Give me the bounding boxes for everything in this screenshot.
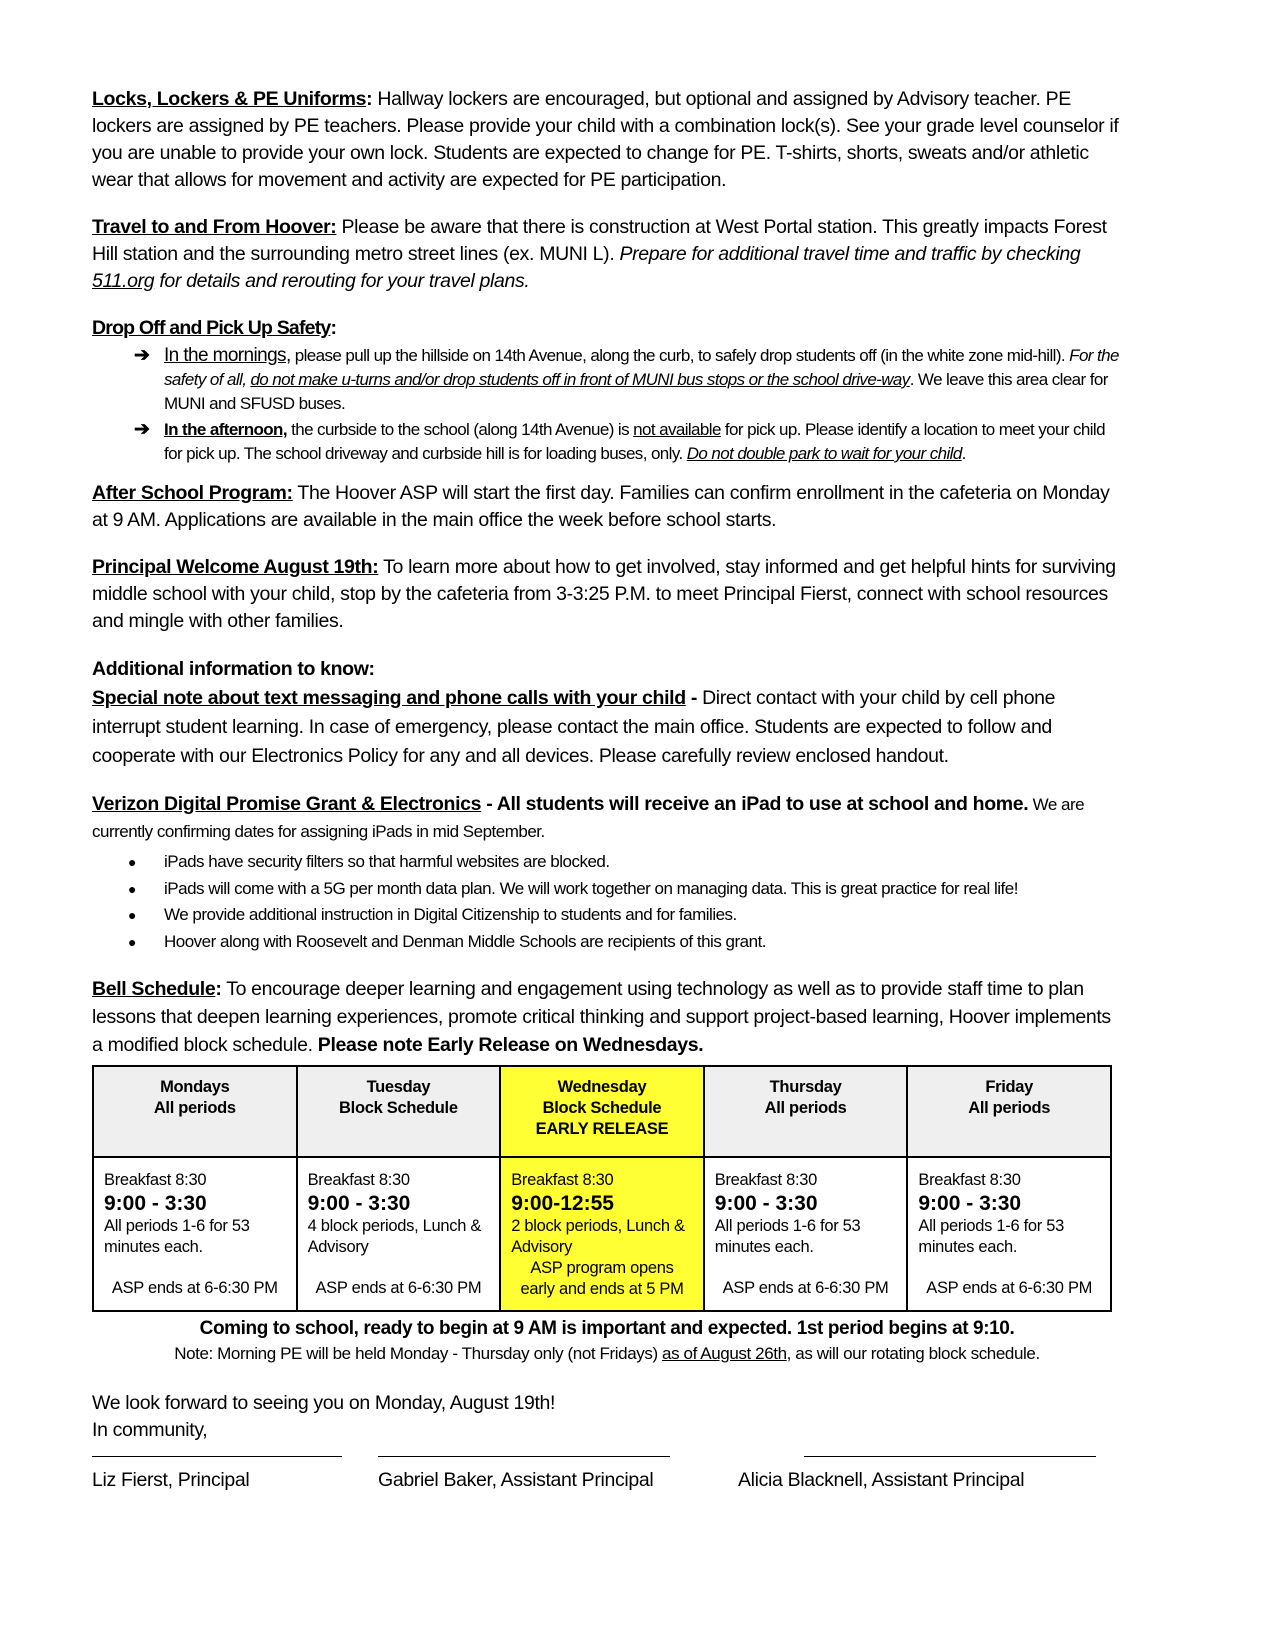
dropoff-section: Drop Off and Pick Up Safety: ➔ In the mornings, please pull up the hillside on 14th Avenue, along the curb, to safely drop students off (in the white zone mid-hill). For the safety of all, do not make u-turns and/or drop students off in front of MUNI bus stops or the school drive-way. We leave this area clear for MUNI and SFUSD buses. ➔ In the afternoon, the curbside to the school (along 14th Avenue) is not available for pick up. Please identify a location to meet your child for pick up. The school driveway and curbside hill is for loading buses, only. Do not double park to wait for your child. <box>92 315 1122 466</box>
bell-heading: Bell Schedule <box>92 978 216 1000</box>
signature-line <box>804 1456 1096 1457</box>
signature-line <box>92 1456 342 1457</box>
welcome-section <box>92 554 1122 635</box>
closing-salutation: In community, <box>92 1419 208 1441</box>
header-wednesday: Wednesday Block Schedule EARLY RELEASE <box>500 1066 704 1157</box>
bell-schedule-table <box>92 1065 1112 1312</box>
locks-text: Hallway lockers are encouraged, but optional and assigned by Advisory teacher. PE lockers are assigned by PE teachers. Please provide your child with a combination lock(s). See your grade level counselor if you are unable to provide your own lock. Students are expected to change for PE. T-shirts, shorts, sweats and/or athletic wear that allows for movement and activity are expected for PE participation. <box>92 88 1119 191</box>
verizon-heading: Verizon Digital Promise Grant & Electronics <box>92 793 482 815</box>
additional-section: Additional information to know: Special note about text messaging and phone calls with your child - Direct contact with your child by cell phone interrupt student learning. In case of emergency, please contact the main office. Students are expected to follow and cooperate with our Electronics Policy for any and all devices. Please carefully review enclosed handout. <box>92 655 1122 771</box>
bullet-icon: ● <box>128 907 136 923</box>
letter-page <box>92 86 1122 1504</box>
list-item: ● iPads will come with a 5G per month data plan. We will work together on managing data. This is great practice for real life! <box>92 876 1122 903</box>
cell-mondays: Breakfast 8:30 9:00 - 3:30 All periods 1-6 for 53 minutes each. ASP ends at 6-6:30 PM <box>93 1157 297 1311</box>
signature-principal: Liz Fierst, Principal <box>92 1444 342 1492</box>
list-item: ● We provide additional instruction in Digital Citizenship to students and for families. <box>92 902 1122 929</box>
verizon-section: Verizon Digital Promise Grant & Electronics - All students will receive an iPad to use at school and home. We are currently confirming dates for assigning iPads in mid September. ● iPads have security filters so that harmful websites are blocked. ● iPads will come with a 5G per month data plan. We will work together on managing data. This is great practice for real life! ● We provide additional instruction in Digital Citizenship to students and for families. ● Hoover along with Roosevelt and Denman Middle Schools are recipients of this grant. <box>92 791 1122 955</box>
header-tuesday: Tuesday Block Schedule <box>297 1066 501 1157</box>
table-row <box>93 1157 1111 1311</box>
pe-note: Note: Morning PE will be held Monday - Thursday only (not Fridays) as of August 26th, as will our rotating block schedule. <box>174 1344 1040 1363</box>
texting-heading: Special note about text messaging and phone calls with your child <box>92 687 686 709</box>
arrow-icon: ➔ <box>134 345 150 366</box>
list-item: ➔ In the afternoon, the curbside to the school (along 14th Avenue) is not available for pick up. Please identify a location to meet your child for pick up. The school driveway and curbside hill is for loading buses, only. Do not double park to wait for your child. <box>134 419 1105 463</box>
table-header-row <box>93 1066 1111 1157</box>
cell-friday: Breakfast 8:30 9:00 - 3:30 All periods 1-6 for 53 minutes each. ASP ends at 6-6:30 PM <box>907 1157 1111 1311</box>
dropoff-list <box>92 344 1122 466</box>
locks-heading: Locks, Lockers & PE Uniforms <box>92 88 367 110</box>
dropoff-heading: Drop Off and Pick Up Safety <box>92 317 331 339</box>
bell-text: To encourage deeper learning and engagement using technology as well as to provide staff time to plan lessons that deepen learning experiences, promote critical thinking and support project-based learning, Hoover implements a modified block schedule. <box>92 978 1111 1056</box>
locks-section: Locks, Lockers & PE Uniforms: Hallway lockers are encouraged, but optional and assigned by Advisory teacher. PE lockers are assigned by PE teachers. Please provide your child with a combination lock(s). See your grade level counselor if you are unable to provide your own lock. Students are expected to change for PE. T-shirts, shorts, sweats and/or athletic wear that allows for movement and activity are expected for PE participation. <box>92 88 1119 191</box>
signature-assistant-principal-2: Alicia Blacknell, Assistant Principal <box>804 1444 1096 1492</box>
511-link[interactable]: 511.org <box>92 270 155 292</box>
list-item: ● Hoover along with Roosevelt and Denman Middle Schools are recipients of this grant. <box>92 929 1122 956</box>
bullet-icon: ● <box>128 880 136 897</box>
early-release-note: Please note Early Release on Wednesdays. <box>317 1034 704 1056</box>
bullet-icon: ● <box>128 933 136 950</box>
texting-text: Direct contact with your child by cell phone interrupt student learning. In case of emergency, please contact the main office. Students are expected to follow and cooperate with our Electronics Policy for any and all devices. Please carefully review enclosed handout. <box>92 687 1056 767</box>
closing-line: We look forward to seeing you on Monday, August 19th! <box>92 1392 556 1414</box>
bell-section: Bell Schedule: To encourage deeper learning and engagement using technology as well as to provide staff time to plan lessons that deepen learning experiences, promote critical thinking and support project-based learning, Hoover implements a modified block schedule. Please note Early Release on Wednesdays. <box>92 978 1111 1056</box>
signature-assistant-principal-1: Gabriel Baker, Assistant Principal <box>378 1444 670 1492</box>
asp-heading: After School Program: <box>92 482 293 504</box>
cell-wednesday: Breakfast 8:30 9:00-12:55 2 block periods, Lunch & Advisory ASP program opens early and ends at 5 PM <box>500 1157 704 1311</box>
travel-section: Travel to and From Hoover: Please be aware that there is construction at West Portal station. This greatly impacts Forest Hill station and the surrounding metro street lines (ex. MUNI L). Prepare for additional travel time and traffic by checking 511.org for details and rerouting for your travel plans. <box>92 216 1107 292</box>
cell-tuesday: Breakfast 8:30 9:00 - 3:30 4 block periods, Lunch & Advisory ASP ends at 6-6:30 PM <box>297 1157 501 1311</box>
header-mondays: Mondays All periods <box>93 1066 297 1157</box>
closing <box>92 1390 1122 1444</box>
signature-line <box>378 1456 670 1457</box>
signatures <box>92 1444 1122 1504</box>
additional-heading: Additional information to know: <box>92 658 375 680</box>
bullet-icon: ● <box>128 854 136 870</box>
expectation-note: Coming to school, ready to begin at 9 AM is important and expected. 1st period begins at 9:10. <box>199 1318 1015 1339</box>
travel-text: Please be aware that there is construction at West Portal station. This greatly impacts Forest Hill station and the surrounding metro street lines (ex. MUNI L). <box>92 216 1107 265</box>
asp-section <box>92 480 1122 534</box>
list-item: ➔ In the mornings, please pull up the hillside on 14th Avenue, along the curb, to safely drop students off (in the white zone mid-hill). For the safety of all, do not make u-turns and/or drop students off in front of MUNI bus stops or the school drive-way. We leave this area clear for MUNI and SFUSD buses. <box>134 345 1119 413</box>
cell-thursday: Breakfast 8:30 9:00 - 3:30 All periods 1-6 for 53 minutes each. ASP ends at 6-6:30 PM <box>704 1157 908 1311</box>
welcome-heading: Principal Welcome August 19th: <box>92 556 379 578</box>
header-thursday: Thursday All periods <box>704 1066 908 1157</box>
arrow-icon: ➔ <box>134 419 150 440</box>
header-friday: Friday All periods <box>907 1066 1111 1157</box>
asp-text: The Hoover ASP will start the first day. Families can confirm enrollment in the cafeteria on Monday at 9 AM. Applications are available in the main office the week before school starts. <box>92 482 1110 531</box>
list-item: ● iPads have security filters so that harmful websites are blocked. <box>92 849 1122 876</box>
verizon-bullets <box>92 849 1122 955</box>
welcome-text: To learn more about how to get involved, stay informed and get helpful hints for surviving middle school with your child, stop by the cafeteria from 3-3:25 P.M. to meet Principal Fierst, connect with school resources and mingle with other families. <box>92 556 1116 632</box>
travel-heading: Travel to and From Hoover: <box>92 216 337 238</box>
